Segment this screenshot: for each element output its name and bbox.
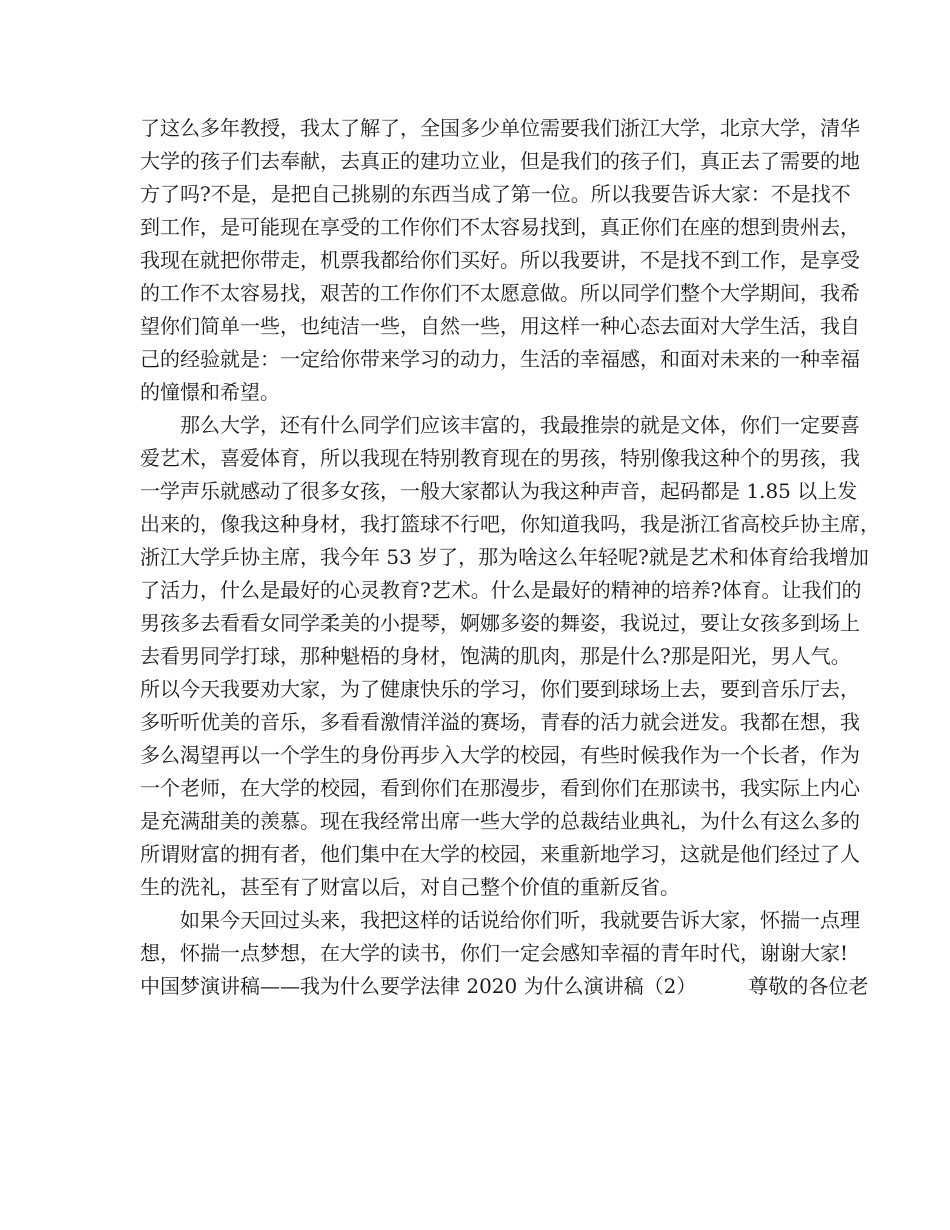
text-line: 望你们简单一些，也纯洁一些，自然一些，用这样一种心态去面对大学生活，我自 [140, 314, 860, 338]
text-line: 如果今天回过头来，我把这样的话说给你们听，我就要告诉大家，怀揣一点理 [180, 908, 860, 932]
section-heading: 中国梦演讲稿——我为什么要学法律 2020 为什么演讲稿（2） [140, 974, 697, 998]
text-line: 所谓财富的拥有者，他们集中在大学的校园，来重新地学习，这就是他们经过了人 [140, 842, 860, 866]
text-line: 爱艺术，喜爱体育，所以我现在特别教育现在的男孩，特别像我这种个的男孩，我 [140, 446, 860, 470]
text-line: 出来的，像我这种身材，我打篮球不行吧，你知道我吗，我是浙江省高校乒协主席， [140, 512, 880, 536]
document-body [140, 112, 880, 1003]
text-line: 了这么多年教授，我太了解了，全国多少单位需要我们浙江大学，北京大学，清华 [140, 116, 860, 140]
text-line: 多听听优美的音乐，多看看激情洋溢的赛场，青春的活力就会迸发。我都在想，我 [140, 710, 860, 734]
text-line: 我现在就把你带走，机票我都给你们买好。所以我要讲，不是找不到工作，是享受 [140, 248, 860, 272]
text-line: 大学的孩子们去奉献，去真正的建功立业，但是我们的孩子们，真正去了需要的地 [140, 149, 860, 173]
text-line: 想，怀揣一点梦想，在大学的读书，你们一定会感知幸福的青年时代，谢谢大家! [140, 941, 849, 965]
text-line: 的工作不太容易找，艰苦的工作你们不太愿意做。所以同学们整个大学期间，我希 [140, 281, 860, 305]
text-line: 多么渴望再以一个学生的身份再步入大学的校园，有些时候我作为一个长者，作为 [140, 743, 860, 767]
text-line: 是充满甜美的羡慕。现在我经常出席一些大学的总裁结业典礼，为什么有这么多的 [140, 809, 860, 833]
salutation-fragment: 尊敬的各位老 [748, 974, 869, 998]
text-line: 一个老师，在大学的校园，看到你们在那漫步，看到你们在那读书，我实际上内心 [140, 776, 860, 800]
text-line: 方了吗?不是，是把自己挑剔的东西当成了第一位。所以我要告诉大家：不是找不 [140, 182, 851, 206]
text-line: 到工作，是可能现在享受的工作你们不太容易找到，真正你们在座的想到贵州去， [140, 215, 860, 239]
text-line: 一学声乐就感动了很多女孩，一般大家都认为我这种声音，起码都是 1.85 以上发 [140, 479, 858, 503]
text-line: 去看男同学打球，那种魁梧的身材，饱满的肌肉，那是什么?那是阳光，男人气。 [140, 644, 851, 668]
text-line: 生的洗礼，甚至有了财富以后，对自己整个价值的重新反省。 [140, 875, 680, 899]
text-line: 所以今天我要劝大家，为了健康快乐的学习，你们要到球场上去，要到音乐厅去， [140, 677, 860, 701]
text-line: 己的经验就是：一定给你带来学习的动力，生活的幸福感，和面对未来的一种幸福 [140, 347, 860, 371]
section-heading-line [140, 970, 869, 1003]
text-line: 了活力，什么是最好的心灵教育?艺术。什么是最好的精神的培养?体育。让我们的 [140, 578, 862, 602]
text-line: 的憧憬和希望。 [140, 380, 280, 404]
text-line: 浙江大学乒协主席，我今年 53 岁了，那为啥这么年轻呢?就是艺术和体育给我增加 [140, 545, 869, 569]
text-line: 男孩多去看看女同学柔美的小提琴，婀娜多姿的舞姿，我说过，要让女孩多到场上 [140, 611, 860, 635]
text-line: 那么大学，还有什么同学们应该丰富的，我最推崇的就是文体，你们一定要喜 [180, 413, 860, 437]
